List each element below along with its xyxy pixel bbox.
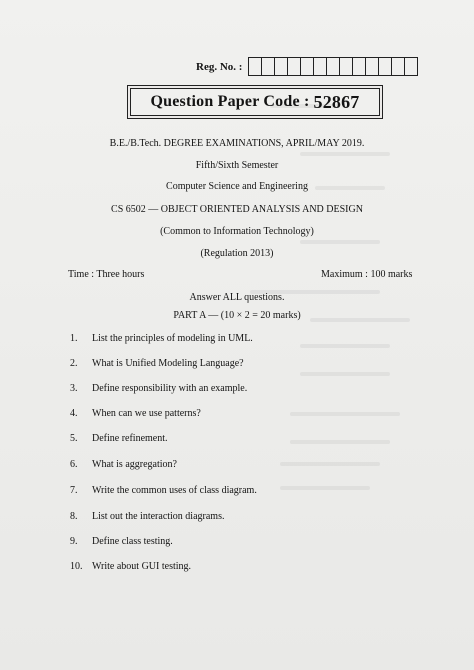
reg-no-boxes <box>248 57 418 76</box>
max-marks: Maximum : 100 marks <box>321 269 413 280</box>
question-item <box>70 561 191 572</box>
reg-no-digit-box <box>405 58 417 75</box>
reg-no-digit-box <box>353 58 366 75</box>
part-a-title: PART A — (10 × 2 = 20 marks) <box>173 310 301 321</box>
reg-no-digit-box <box>314 58 327 75</box>
question-number: 10. <box>70 561 83 572</box>
department: Computer Science and Engineering <box>166 181 308 192</box>
question-number: 6. <box>70 459 78 470</box>
reg-no-field <box>196 57 418 76</box>
bleed-through-mark <box>290 440 390 444</box>
bleed-through-mark <box>300 372 390 376</box>
question-text: Define refinement. <box>92 433 168 444</box>
question-item <box>70 358 244 369</box>
reg-no-digit-box <box>366 58 379 75</box>
regulation: (Regulation 2013) <box>200 248 274 259</box>
bleed-through-mark <box>300 152 390 156</box>
question-number: 7. <box>70 485 78 496</box>
reg-no-digit-box <box>262 58 275 75</box>
question-text: List the principles of modeling in UML. <box>92 333 253 344</box>
common-to: (Common to Information Technology) <box>160 226 314 237</box>
reg-no-digit-box <box>288 58 301 75</box>
question-text: Define class testing. <box>92 536 173 547</box>
duration: Time : Three hours <box>68 269 145 280</box>
reg-no-digit-box <box>275 58 288 75</box>
bleed-through-mark <box>280 462 380 466</box>
question-item <box>70 433 168 444</box>
question-text: Write the common uses of class diagram. <box>92 485 257 496</box>
bleed-through-mark <box>290 412 400 416</box>
bleed-through-mark <box>280 486 370 490</box>
question-number: 5. <box>70 433 78 444</box>
question-paper-code-label: Question Paper Code : <box>150 93 310 110</box>
question-number: 8. <box>70 511 78 522</box>
exam-title: B.E./B.Tech. DEGREE EXAMINATIONS, APRIL/MAY 2019. <box>109 138 365 149</box>
reg-no-digit-box <box>340 58 353 75</box>
question-number: 9. <box>70 536 78 547</box>
question-item <box>70 383 247 394</box>
question-number: 1. <box>70 333 78 344</box>
question-item <box>70 511 224 522</box>
question-text: What is aggregation? <box>92 459 177 470</box>
question-number: 2. <box>70 358 78 369</box>
question-text: List out the interaction diagrams. <box>92 511 225 522</box>
question-number: 3. <box>70 383 78 394</box>
question-number: 4. <box>70 408 78 419</box>
reg-no-digit-box <box>301 58 314 75</box>
question-item <box>70 408 201 419</box>
course-title: CS 6502 — OBJECT ORIENTED ANALYSIS AND DESIGN <box>111 204 363 215</box>
semester: Fifth/Sixth Semester <box>195 160 279 171</box>
reg-no-digit-box <box>327 58 340 75</box>
question-text: What is Unified Modeling Language? <box>92 358 244 369</box>
question-item <box>70 485 257 496</box>
question-paper-code-value: 52867 <box>313 91 360 112</box>
question-text: Define responsibility with an example. <box>92 383 248 394</box>
reg-no-digit-box <box>392 58 405 75</box>
reg-no-label: Reg. No. : <box>196 60 243 73</box>
question-paper-code-box <box>130 88 380 116</box>
instruction: Answer ALL questions. <box>189 292 285 303</box>
question-text: Write about GUI testing. <box>92 561 192 572</box>
question-text: When can we use patterns? <box>92 408 201 419</box>
reg-no-digit-box <box>249 58 262 75</box>
bleed-through-mark <box>300 240 380 244</box>
question-item <box>70 536 173 547</box>
bleed-through-mark <box>300 344 390 348</box>
question-item <box>70 333 253 344</box>
reg-no-digit-box <box>379 58 392 75</box>
question-item <box>70 459 177 470</box>
